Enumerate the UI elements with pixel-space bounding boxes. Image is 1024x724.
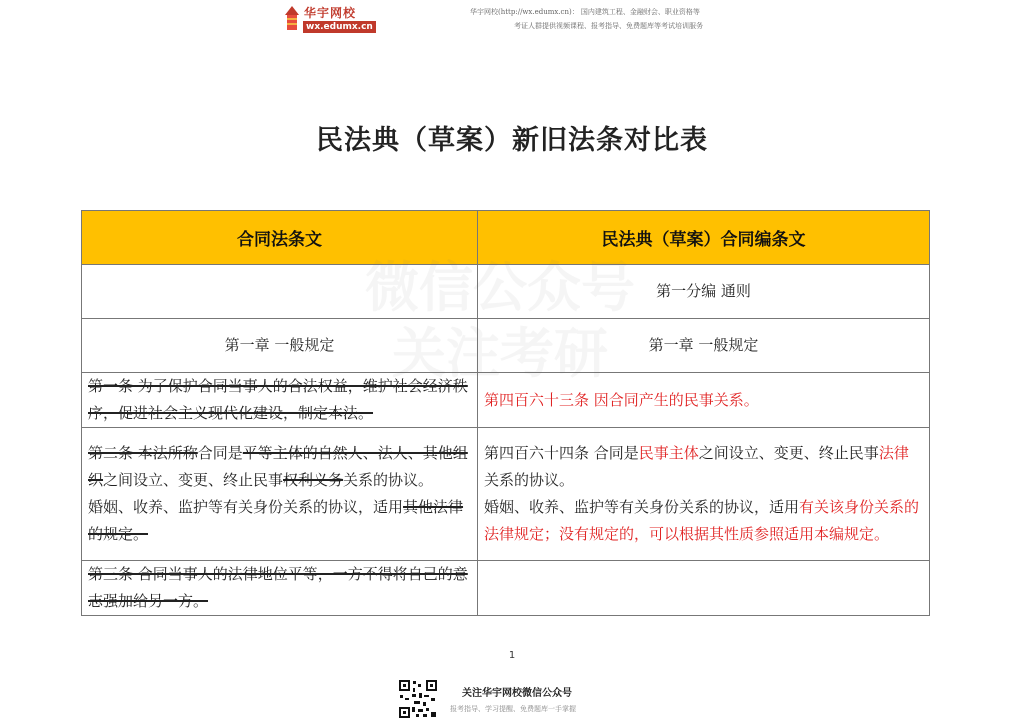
header-old-law: 合同法条文 xyxy=(82,211,478,265)
footer-subtitle: 报考指导、学习提醒、免费题库一手掌握 xyxy=(450,705,576,713)
kept-text: 第四百六十四条 合同是 xyxy=(484,444,639,462)
comparison-table xyxy=(81,210,930,616)
deleted-text: 其他法律的规定。 xyxy=(88,498,464,543)
kept-text: 关系的协议。 xyxy=(343,471,434,489)
deleted-text: 第三条 合同当事人的法律地位平等，一方不得将自己的意志强加给另一方。 xyxy=(88,565,468,610)
chapter-heading-new: 第一章 一般规定 xyxy=(478,319,930,373)
article-3-old xyxy=(82,561,478,616)
kept-text: 婚姻、收养、监护等有关身份关系的协议，适用 xyxy=(88,498,404,516)
document-title: 民法典（草案）新旧法条对比表 xyxy=(316,125,708,156)
chapter-heading-old: 第一章 一般规定 xyxy=(82,319,478,373)
kept-text: 之间设立、变更、终止民事 xyxy=(698,444,879,462)
kept-text: 关系的协议。 xyxy=(484,471,575,489)
part-heading: 第一分编 通则 xyxy=(478,265,930,319)
article-2-new xyxy=(478,428,930,561)
deleted-text: 第二条 本法所称 xyxy=(88,444,198,462)
deleted-text: 权利义务 xyxy=(283,471,344,489)
table-row-chapter xyxy=(82,319,930,373)
header-description xyxy=(470,5,750,33)
watermark-line-2: 关注考研 xyxy=(392,322,608,385)
new-text: 第四百六十三条 因合同产生的民事关系。 xyxy=(484,390,759,409)
table-row-article-3 xyxy=(82,561,930,616)
cell-empty xyxy=(82,265,478,319)
logo-url: wx.edumx.cn xyxy=(303,21,376,33)
footer-title: 关注华宇网校微信公众号 xyxy=(462,688,572,699)
header-new-law: 民法典（草案）合同编条文 xyxy=(478,211,930,265)
qr-code-icon[interactable] xyxy=(398,679,438,719)
article-1-new xyxy=(478,373,930,428)
kept-text: 合同是 xyxy=(197,444,243,462)
new-text: 有关该身份关系的法律规定；没有规定的，可以根据其性质参照适用本编规定。 xyxy=(484,498,920,543)
watermark-line-1: 微信公众号 xyxy=(365,256,635,319)
table-row-article-1 xyxy=(82,373,930,428)
deleted-text: 第一条 为了保护合同当事人的合法权益，维护社会经济秩序，促进社会主义现代化建设，制定本法。 xyxy=(88,377,468,422)
logo-name: 华宇网校 xyxy=(304,6,357,20)
page-number: 1 xyxy=(508,650,516,661)
new-text: 法律 xyxy=(878,444,909,462)
article-1-old xyxy=(82,373,478,428)
table-row-article-2 xyxy=(82,428,930,561)
kept-text: 之间设立、变更、终止民事 xyxy=(103,471,284,489)
site-logo xyxy=(282,4,374,36)
table-row-part xyxy=(82,265,930,319)
article-2-old xyxy=(82,428,478,561)
new-text: 民事主体 xyxy=(638,444,699,462)
article-3-new xyxy=(478,561,930,616)
deleted-text: 平等主体的自然人、法人、其他组织 xyxy=(88,444,468,489)
header-line-1: 华宇网校(http://wx.edumx.cn)： 国内建筑工程、金融财会、职业资格等 xyxy=(470,8,700,16)
pencil-logo-icon xyxy=(282,6,302,32)
header-line-2: 考证人群提供视频课程、报考指导、免费题库等考试培训服务 xyxy=(514,22,703,30)
kept-text: 婚姻、收养、监护等有关身份关系的协议，适用 xyxy=(484,498,800,516)
table-header-row xyxy=(82,211,930,265)
